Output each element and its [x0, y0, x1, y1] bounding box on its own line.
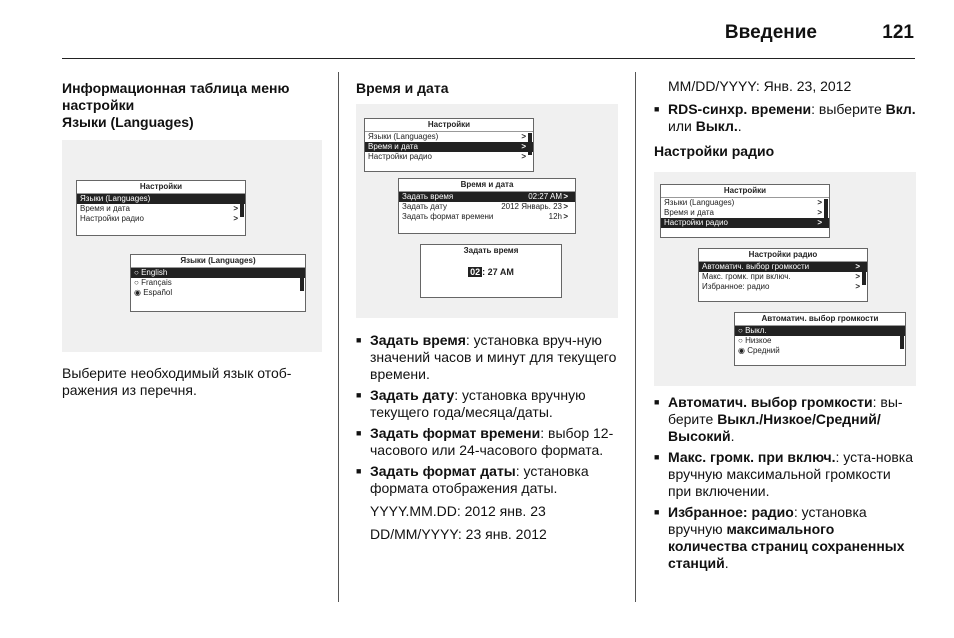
bullet-item: ■ Избранное: радио: установка вручную максимального количества страниц сохраненных станций. [654, 504, 916, 572]
bullet-item: ■ Автоматич. выбор громкости: вы-берите Выкл./Низкое/Средний/Высокий. [654, 394, 916, 445]
section-heading: Настройки радио [654, 143, 775, 159]
scrollbar [240, 195, 244, 217]
volume-option: ○ Низкое [738, 336, 772, 345]
settings-screen [76, 180, 246, 236]
menu-row: Задать формат времени 12h > [402, 212, 568, 221]
menu-row: Настройки радио > [368, 152, 526, 161]
section-heading: Время и дата [356, 80, 449, 96]
menu-row: Задать дату 2012 Январь. 23 > [402, 202, 568, 211]
menu-row: Время и дата > [664, 208, 822, 217]
screen-title: Настройки [77, 181, 245, 194]
bullet-item: ■ Задать дату: установка вручную текущего года/месяца/даты. [356, 387, 618, 421]
menu-row: Время и дата > [365, 142, 533, 152]
column-2-heading [356, 80, 618, 97]
radio-settings-screen [698, 248, 868, 302]
set-time-screen [420, 244, 562, 298]
menu-row: Автоматич. выбор громкости > [699, 262, 867, 272]
screen-title: Настройки [365, 119, 533, 132]
menu-row: Языки (Languages) > [664, 198, 822, 207]
volume-option: ○ Выкл. [735, 326, 905, 336]
settings-screen [660, 184, 830, 238]
bullet-item: ■ Задать формат даты: установка формата отображения даты. [356, 463, 618, 497]
header-rule [62, 58, 915, 59]
language-option: ◉ Español [134, 288, 173, 297]
screen-title: Время и дата [399, 179, 575, 192]
screen-title: Языки (Languages) [131, 255, 305, 268]
page-number: 121 [882, 22, 914, 43]
column-divider-1 [338, 72, 339, 602]
languages-screen [130, 254, 306, 312]
scrollbar [300, 269, 304, 291]
menu-row: Языки (Languages) [77, 194, 245, 204]
format-line: YYYY.MM.DD: 2012 янв. 23 [370, 503, 546, 519]
bullet-item: ■ Задать формат времени: выбор 12-часового или 24-часового формата. [356, 425, 618, 459]
language-option: ○ Français [134, 278, 172, 287]
volume-option: ◉ Средний [738, 346, 780, 355]
menu-row: Настройки радио > [661, 218, 829, 228]
figure-languages [62, 140, 322, 352]
scrollbar [862, 263, 866, 285]
menu-row: Настройки радио > [80, 214, 238, 223]
paragraph: Выберите необходимый язык отоб-ражения из перечня. [62, 365, 292, 398]
screen-title: Задать время [463, 246, 519, 255]
scrollbar [824, 199, 828, 221]
column-3-body [654, 394, 916, 576]
format-line: MM/DD/YYYY: Янв. 23, 2012 [668, 78, 852, 94]
page-header-title: Введение [724, 22, 817, 43]
screen-title: Автоматич. выбор громкости [735, 313, 905, 326]
column-1 [62, 80, 324, 131]
menu-row: Задать время 02:27 AM > [399, 192, 575, 202]
column-2-body [356, 332, 618, 543]
screen-title: Настройки [661, 185, 829, 198]
bullet-item: ■ Задать время: установка вруч-ную значений часов и минут для текущего времени. [356, 332, 618, 383]
column-3-top [654, 78, 916, 160]
bullet-item: ■ Макс. громк. при включ.: уста-новка вручную максимальной громкости при включении. [654, 449, 916, 500]
format-line: DD/MM/YYYY: 23 янв. 2012 [370, 526, 547, 542]
figure-time-date [356, 104, 618, 318]
scrollbar [528, 133, 532, 155]
menu-row: Макс. громк. при включ. > [702, 272, 860, 281]
bullet-item: ■ RDS-синхр. времени: выберите Вкл. или Выкл.. [654, 101, 916, 135]
menu-row: Избранное: радио > [702, 282, 860, 291]
screen-title: Настройки радио [699, 249, 867, 262]
subsection-heading: Языки (Languages) [62, 114, 194, 130]
menu-row: Языки (Languages) > [368, 132, 526, 141]
auto-volume-screen [734, 312, 906, 366]
scrollbar [900, 327, 904, 349]
settings-screen [364, 118, 534, 172]
language-option: ○ English [131, 268, 305, 278]
section-heading: Информационная таблица меню настройки [62, 80, 290, 113]
time-date-screen [398, 178, 576, 234]
column-1-body [62, 365, 326, 399]
menu-row: Время и дата > [80, 204, 238, 213]
time-value: 02 : 27 AM [470, 267, 514, 277]
figure-radio-settings [654, 172, 916, 386]
column-divider-2 [635, 72, 636, 602]
